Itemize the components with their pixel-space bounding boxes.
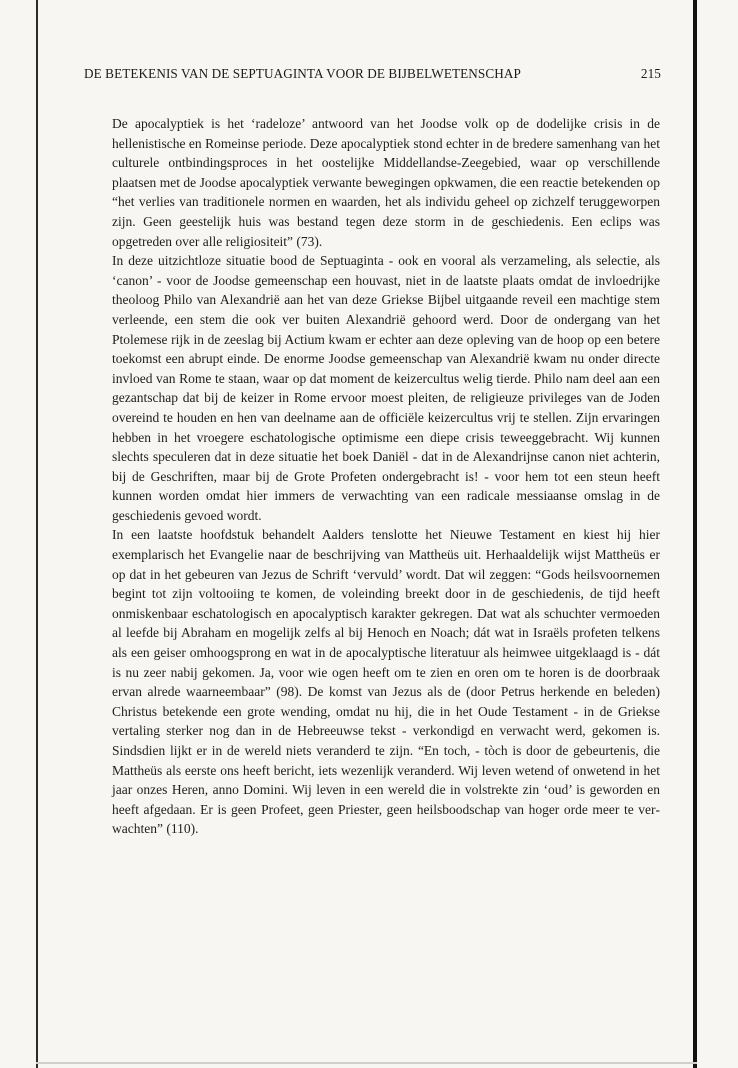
page-binding-edge — [36, 0, 38, 1068]
body-text — [112, 114, 660, 839]
page-bottom-edge — [36, 1062, 697, 1064]
paragraph-1: De apocalyptiek is het ‘radeloze’ antwoord van het Joodse volk op de dodelijke crisis in de hellenistische en Romeinse periode. Deze apocalyptiek stond echter in de bredere samenhang van het culturele ontbindingsproces in het oostelijke Middellandse-Zeegebied, waar op verschillende plaatsen met de Joodse apocalyptiek verwante bewegingen opkwamen, die een reactie betekenden op “het verlies van traditionele normen en waarden, het als individu geheel op zichzelf teruggeworpen zijn. Geen geestelijk huis was bestand tegen deze storm in de geschiedenis. Een eclips was opgetreden over alle religiositeit” (73). — [112, 116, 660, 249]
running-head — [84, 66, 661, 88]
running-head-title: DE BETEKENIS VAN DE SEPTUAGINTA VOOR DE BIJBELWETENSCHAP — [84, 66, 521, 81]
paragraph-3: In een laatste hoofdstuk behandelt Aalders tenslotte het Nieuwe Testament en kiest hij hier exemplarisch het Evangelie naar de beschrijving van Mattheüs uit. Herhaaldelijk wijst Mattheüs er op dat in het gebeuren van Jezus de Schrift ‘vervuld’ wordt. Dat wil zeggen: “Gods heilsvoornemen begint tot zijn voltooiing te komen, de voleinding breekt door in de geschiedenis, de tijd heeft onmiskenbaar eschatologisch en apocalyptisch karakter gekregen. Dat wat als schuchter vermoeden al leefde bij Abraham en mogelijk zelfs al bij Henoch en Noach; dát wat in Israëls profeten telkens als een geiser omhoogsprong en wat in de apocalyptische literatuur als heimwee uitgeklaagd is - dát is nu zeer nabij gekomen. Ja, voor wie ogen heeft om te zien en oren om te horen is de doorbraak ervan alrede waarneembaar” (98). De komst van Jezus als de (door Petrus herkende en beleden) Christus betekende een grote wending, omdat nu hij, die in het Oude Testament - in de Griekse vertaling sterker nog dan in de Hebreeuwse tekst - verkondigd en verwacht werd, gekomen is. Sindsdien lijkt er in de wereld niets veranderd te zijn. “En toch, - tòch is door de gebeurtenis, die Mattheüs als eerste ons heeft bericht, iets wezenlijk veranderd. Wij leven wetend of onwetend in het jaar onzes Heren, anno Domini. Wij leven in een wereld die in volstrekte zin ‘oud’ is geworden en heeft afgedaan. Er is geen Profeet, geen Priester, geen heilsboodschap van hoger orde meer te verwachten” (110). — [112, 527, 660, 837]
paragraph-2: In deze uitzichtloze situatie bood de Septuaginta - ook en vooral als verzameling, als selectie, als ‘canon’ - voor de Joodse gemeenschap een houvast, niet in de laatste plaats omdat de invloedrijke theoloog Philo van Alexandrië aan het van deze Griekse Bijbel uitgaande reveil een machtige stem verleende, een stem die ook ver buiten Alexandrië gehoord werd. Door de ondergang van het Ptolemese rijk in de zeeslag bij Actium kwam er echter aan deze opleving van de hoop op een betere toekomst een abrupt einde. De enorme Joodse gemeenschap van Alexandrië kwam nu onder directe invloed van Rome te staan, waar op dat moment de keizercultus welig tierde. Philo nam deel aan een gezantschap dat bij de keizer in Rome ervoor moest pleiten, de religieuze privileges van de Joden overeind te houden en hen van deelname aan de officiële keizercultus vrij te stellen. Zijn ervaringen hebben in het vroegere eschatologische optimisme een diepe crisis teweeggebracht. Wij kunnen slechts speculeren dat in deze situatie het boek Daniël - dat in de Alexandrijnse canon niet achterin, bij de Geschriften, maar bij de Grote Profeten ondergebracht is! - voor hem tot een steun heeft kunnen worden omdat hier immers de verwachting van een radicale messiaanse omslag in de geschiedenis gevoed wordt. — [112, 253, 660, 523]
page-right-edge — [693, 0, 697, 1068]
page-number: 215 — [640, 66, 661, 81]
